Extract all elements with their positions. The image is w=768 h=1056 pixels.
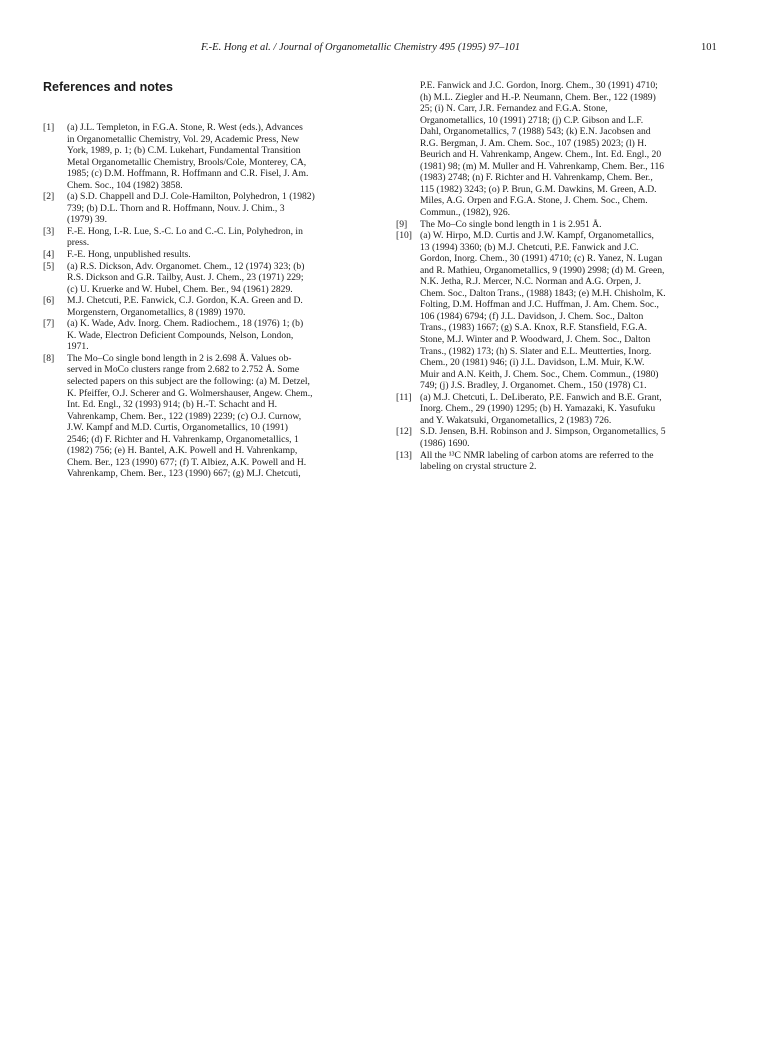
reference-number: [4]: [43, 249, 55, 261]
reference-line: R.G. Bergman, J. Am. Chem. Soc., 107 (1985) 2023; (l) H.: [420, 137, 647, 149]
reference-line: Chem. Soc., Dalton Trans., (1988) 1843; (e) M.H. Chisholm, K.: [420, 287, 666, 299]
reference-entry: [43, 318, 365, 353]
reference-line: F.-E. Hong, I.-R. Lue, S.-C. Lo and C.-C. Lin, Polyhedron, in: [67, 225, 303, 237]
reference-line: Inorg. Chem., 29 (1990) 1295; (b) H. Yamazaki, K. Yasufuku: [420, 403, 656, 415]
reference-line: 115 (1982) 3243; (o) P. Brun, G.M. Dawkins, M. Green, A.D.: [420, 183, 657, 195]
reference-line: Dahl, Organometallics, 7 (1988) 543; (k) E.N. Jacobsen and: [420, 126, 651, 138]
reference-line: Int. Ed. Engl., 32 (1993) 914; (b) H.-T. Schacht and H.: [67, 399, 278, 411]
reference-number: [8]: [43, 352, 55, 364]
reference-line: Commun., (1982), 926.: [420, 207, 511, 219]
reference-line: and R. Mathieu, Organometallics, 9 (1990) 2998; (d) M. Green,: [420, 264, 665, 276]
reference-line: (c) U. Kruerke and W. Hubel, Chem. Ber., 94 (1961) 2829.: [67, 283, 293, 295]
reference-number: [6]: [43, 295, 55, 307]
reference-number: [12]: [396, 426, 412, 438]
reference-line: (h) M.L. Ziegler and H.-P. Neumann, Chem. Ber., 122 (1989): [420, 91, 656, 103]
reference-line: 13 (1994) 3360; (b) M.J. Chetcuti, P.E. Fanwick and J.C.: [420, 241, 639, 253]
reference-line: Morgenstern, Organometallics, 8 (1989) 1970.: [67, 306, 246, 318]
reference-line: R.S. Dickson and G.R. Tailby, Aust. J. Chem., 23 (1971) 229;: [67, 272, 304, 284]
reference-line: (a) W. Hirpo, M.D. Curtis and J.W. Kampf, Organometallics,: [420, 230, 654, 242]
reference-line: 749; (j) J.S. Bradley, J. Organomet. Chem., 150 (1978) C1.: [420, 380, 647, 392]
reference-line: and Y. Wakatsuki, Organometallics, 2 (1983) 726.: [420, 414, 612, 426]
reference-line: (1986) 1690.: [420, 437, 470, 449]
references-right-column: [396, 80, 718, 473]
reference-line: Trans., (1983) 1667; (g) S.A. Knox, R.F. Stansfield, F.G.A.: [420, 322, 648, 334]
reference-entry: [396, 80, 718, 219]
reference-line: 1985; (c) D.M. Hoffmann, R. Hoffmann and C.R. Fisel, J. Am.: [67, 168, 309, 180]
reference-line: York, 1989, p. 1; (b) C.M. Lukehart, Fundamental Transition: [67, 145, 301, 157]
reference-line: selected papers on this subject are the following: (a) M. Detzel,: [67, 376, 310, 388]
reference-line: 106 (1984) 6794; (f) J.L. Davidson, J. Chem. Soc., Dalton: [420, 310, 644, 322]
reference-number: [7]: [43, 318, 55, 330]
running-head: F.-E. Hong et al. / Journal of Organometallic Chemistry 495 (1995) 97–101: [201, 42, 521, 53]
reference-line: M.J. Chetcuti, P.E. Fanwick, C.J. Gordon, K.A. Green and D.: [67, 295, 303, 307]
reference-line: Organometallics, 10 (1991) 2718; (j) C.P. Gibson and L.F.: [420, 114, 644, 126]
reference-line: served in MoCo clusters range from 2.682 to 2.752 Å. Some: [67, 364, 300, 376]
reference-entry: [43, 295, 365, 318]
reference-line: 25; (i) N. Carr, J.R. Fernandez and F.G.A. Stone,: [420, 103, 608, 115]
reference-line: 2546; (d) F. Richter and H. Vahrenkamp, Organometallics, 1: [67, 433, 299, 445]
reference-number: [9]: [396, 218, 408, 230]
reference-line: (1982) 756; (e) H. Bantel, A.K. Powell and H. Vahrenkamp,: [67, 445, 298, 457]
reference-number: [10]: [396, 230, 412, 242]
reference-line: Muir and A.N. Keith, J. Chem. Soc., Chem. Commun., (1980): [420, 368, 659, 380]
reference-line: Chem. Ber., 123 (1990) 677; (f) T. Albiez, A.K. Powell and H.: [67, 456, 307, 468]
reference-line: Beurich and H. Vahrenkamp, Angew. Chem., Int. Ed. Engl., 20: [420, 149, 662, 161]
reference-line: (a) S.D. Chappell and D.J. Cole-Hamilton, Polyhedron, 1 (1982): [67, 191, 315, 203]
reference-number: [11]: [396, 391, 412, 403]
reference-number: [5]: [43, 260, 55, 272]
reference-entry: [43, 261, 365, 296]
section-title: References and notes: [43, 80, 173, 94]
reference-line: N.K. Jetha, R.J. Mercer, N.C. Norman and A.G. Orpen, J.: [420, 276, 642, 288]
reference-line: (a) J.L. Templeton, in F.G.A. Stone, R. West (eds.), Advances: [67, 122, 303, 133]
reference-line: All the ¹³C NMR labeling of carbon atoms are referred to the: [420, 449, 654, 461]
reference-entry: [43, 249, 365, 261]
reference-line: (a) R.S. Dickson, Adv. Organomet. Chem., 12 (1974) 323; (b): [67, 260, 305, 272]
reference-number: [3]: [43, 225, 55, 237]
reference-line: Gordon, Inorg. Chem., 30 (1991) 4710; (c) R. Yanez, N. Lugan: [420, 253, 663, 265]
running-header: [0, 42, 768, 58]
reference-entry: [43, 226, 365, 249]
reference-entry: [396, 450, 718, 473]
reference-line: press.: [67, 237, 90, 249]
reference-number: [1]: [43, 122, 55, 133]
reference-line: 1971.: [67, 341, 89, 353]
reference-number: [13]: [396, 449, 412, 461]
reference-line: K. Pfeiffer, O.J. Scherer and G. Wolmershauser, Angew. Chem.,: [67, 387, 313, 399]
reference-line: Metal Organometallic Chemistry, Brools/Cole, Monterey, CA,: [67, 156, 307, 168]
reference-line: (a) K. Wade, Adv. Inorg. Chem. Radiochem., 18 (1976) 1; (b): [67, 318, 304, 330]
reference-entry: [396, 426, 718, 449]
reference-line: The Mo–Co single bond length in 1 is 2.951 Å.: [420, 218, 602, 230]
reference-entry: [43, 353, 365, 480]
reference-line: Trans., (1982) 173; (h) S. Slater and E.L. Meutterties, Inorg.: [420, 345, 652, 357]
reference-line: The Mo–Co single bond length in 2 is 2.698 Å. Values ob-: [67, 352, 292, 364]
references-left-column: [43, 122, 365, 480]
reference-entry: [396, 219, 718, 231]
reference-line: (1981) 98; (m) M. Muller and H. Vahrenkamp, Chem. Ber., 116: [420, 160, 665, 172]
reference-entry: [43, 191, 365, 226]
reference-line: 739; (b) D.L. Thorn and R. Hoffmann, Nouv. J. Chim., 3: [67, 202, 285, 214]
reference-line: (1983) 2748; (n) F. Richter and H. Vahrenkamp, Chem. Ber.,: [420, 172, 653, 184]
reference-line: Miles, A.G. Orpen and F.G.A. Stone, J. Chem. Soc., Chem.: [420, 195, 648, 207]
reference-line: Folting, D.M. Hoffman and J.C. Huffman, J. Am. Chem. Soc.,: [420, 299, 659, 311]
reference-line: Chem. Soc., 104 (1982) 3858.: [67, 179, 183, 191]
reference-line: J.W. Kampf and M.D. Curtis, Organometallics, 10 (1991): [67, 422, 288, 434]
reference-line: P.E. Fanwick and J.C. Gordon, Inorg. Chem., 30 (1991) 4710;: [420, 80, 658, 91]
reference-entry: [43, 122, 365, 191]
reference-line: S.D. Jensen, B.H. Robinson and J. Simpson, Organometallics, 5: [420, 426, 666, 438]
page-number: 101: [701, 42, 717, 53]
reference-number: [2]: [43, 191, 55, 203]
reference-entry: [396, 392, 718, 427]
reference-line: Vahrenkamp, Chem. Ber., 122 (1989) 2239; (c) O.J. Curnow,: [67, 410, 302, 422]
reference-line: Stone, M.J. Winter and P. Woodward, J. Chem. Soc., Dalton: [420, 334, 651, 346]
reference-line: (a) M.J. Chetcuti, L. DeLiberato, P.E. Fanwich and B.E. Grant,: [420, 391, 662, 403]
reference-line: K. Wade, Electron Deficient Compounds, Nelson, London,: [67, 329, 294, 341]
reference-line: F.-E. Hong, unpublished results.: [67, 249, 191, 261]
reference-line: in Organometallic Chemistry, Vol. 29, Academic Press, New: [67, 133, 299, 145]
reference-line: Vahrenkamp, Chem. Ber., 123 (1990) 667; (g) M.J. Chetcuti,: [67, 468, 301, 480]
reference-entry: [396, 230, 718, 392]
reference-line: Chem., 20 (1981) 946; (i) J.L. Davidson, L.M. Muir, K.W.: [420, 357, 645, 369]
reference-line: labeling on crystal structure 2.: [420, 461, 537, 473]
reference-line: (1979) 39.: [67, 214, 107, 226]
